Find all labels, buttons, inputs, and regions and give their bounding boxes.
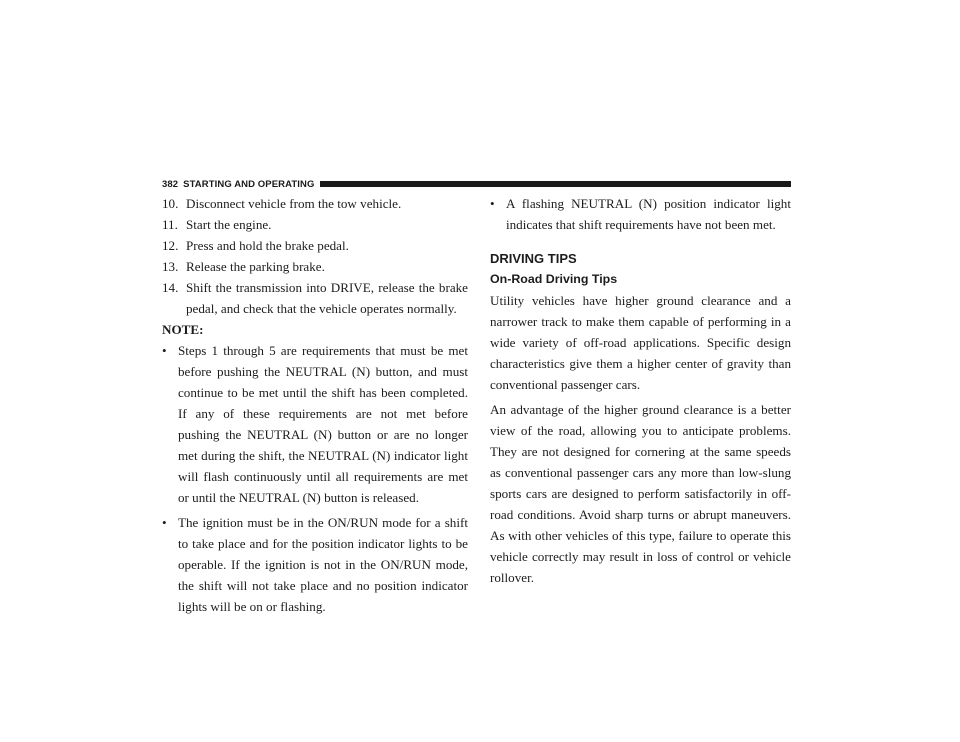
paragraph-ground-clearance: An advantage of the higher ground clearance is a better view of the road, allowing you to anticipate problems. They are not designed for cornering at the same speeds as conventional passenger cars any more than low-slung sports cars are designed to perform satisfactorily in off-road conditions. Avoid sharp turns or abrupt maneuvers. As with other vehicles of this type, failure to operate this vehicle correctly may result in loss of control or vehicle rollover. [490, 402, 791, 585]
bullet-text: Steps 1 through 5 are requirements that must be met before pushing the NEUTRAL (N) button, and must continue to be met until the shift has been completed. If any of these requirements are not met before pushing the NEUTRAL (N) button or are no longer met during the shift, the NEUTRAL (N) indicator light will flash continuously until all requirements are met or until the NEUTRAL (N) button is released. [178, 343, 468, 505]
step-text: Shift the transmission into DRIVE, release the brake pedal, and check that the vehicle operates normally. [186, 280, 468, 316]
note-label: NOTE: [162, 322, 204, 337]
step-14 [162, 277, 468, 319]
page-header [162, 177, 791, 191]
step-13 [162, 256, 468, 277]
note-bullet-2 [162, 512, 468, 617]
note-bullet-1 [162, 340, 468, 508]
bullet-icon: • [162, 343, 167, 358]
step-10 [162, 193, 468, 214]
step-number: 14. [162, 280, 179, 295]
step-text: Disconnect vehicle from the tow vehicle. [186, 196, 402, 211]
bullet-text: The ignition must be in the ON/RUN mode for a shift to take place and for the position indicator lights to be operable. If the ignition is not in the ON/RUN mode, the shift will not take place and no position indicator lights will be on or flashing. [178, 515, 468, 614]
step-11 [162, 214, 468, 235]
step-text: Press and hold the brake pedal. [186, 238, 349, 253]
header-rule [320, 181, 791, 187]
section-title: STARTING AND OPERATING [183, 178, 315, 190]
right-column [490, 193, 791, 588]
step-number: 11. [162, 217, 178, 232]
step-text: Release the parking brake. [186, 259, 325, 274]
bullet-icon: • [162, 515, 167, 530]
bullet-text: A flashing NEUTRAL (N) position indicator light indicates that shift requirements have not been met. [506, 196, 791, 232]
section-heading: DRIVING TIPS [490, 251, 577, 266]
step-text: Start the engine. [186, 217, 272, 232]
step-number: 10. [162, 196, 179, 211]
step-12 [162, 235, 468, 256]
subsection-heading: On-Road Driving Tips [490, 272, 618, 286]
step-number: 12. [162, 238, 179, 253]
flashing-neutral-bullet [490, 193, 791, 235]
left-column [162, 193, 468, 617]
bullet-icon: • [490, 196, 495, 211]
step-number: 13. [162, 259, 179, 274]
page-number: 382 [162, 178, 179, 190]
paragraph-utility-vehicles: Utility vehicles have higher ground clearance and a narrower track to make them capable of performing in a wide variety of off-road applications. Specific design characteristics give them a higher center of gravity than conventional passenger cars. [490, 293, 791, 392]
